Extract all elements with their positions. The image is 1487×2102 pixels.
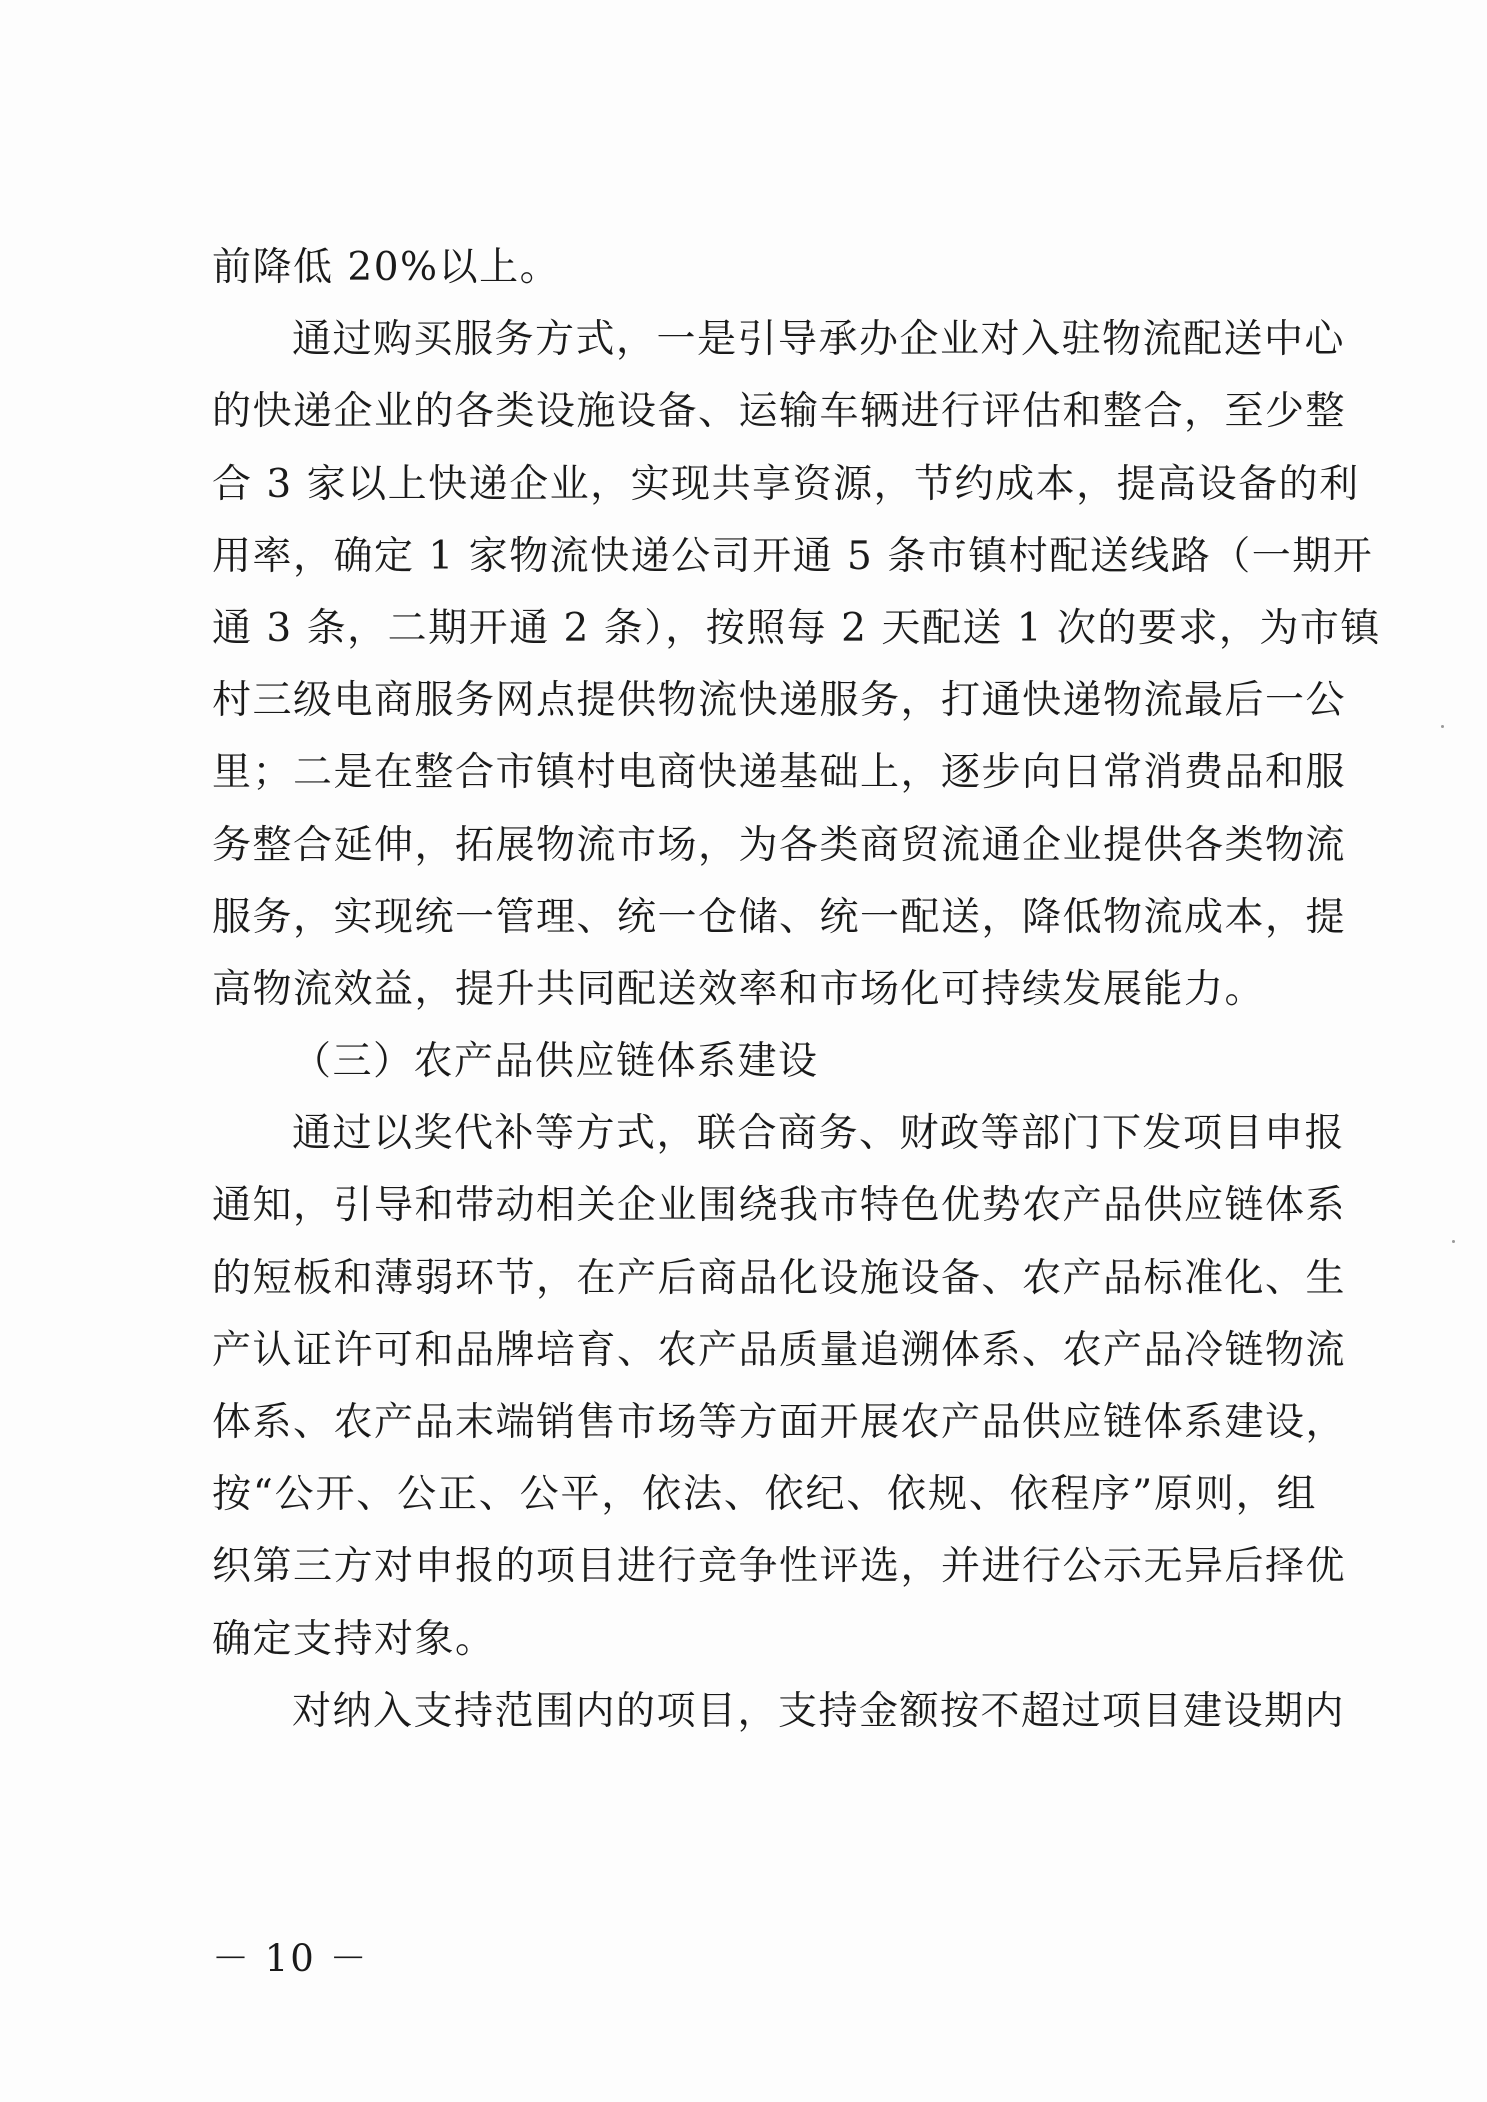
text-line-2: 通过购买服务方式，一是引导承办企业对入驻物流配送中心: [292, 317, 1346, 363]
text-line-17: 体系、农产品末端销售市场等方面开展农产品供应链体系建设，: [212, 1400, 1347, 1445]
page-number: － 10 －: [212, 1937, 369, 1980]
text-line-14: 通知，引导和带动相关企业围绕我市特色优势农产品供应链体系: [212, 1183, 1347, 1229]
text-line-5: 用率，确定 1 家物流快递公司开通 5 条市镇村配送线路（一期开: [212, 533, 1374, 579]
text-line-1: 前降低 20%以上。: [212, 245, 561, 290]
text-line-20: 确定支持对象。: [212, 1616, 496, 1662]
scan-speck: [1452, 1240, 1455, 1243]
text-line-19: 织第三方对申报的项目进行竞争性评选，并进行公示无异后择优: [212, 1544, 1347, 1590]
scan-speck: [1441, 725, 1444, 728]
section-heading: （三）农产品供应链体系建设: [292, 1039, 819, 1085]
text-line-10: 服务，实现统一管理、统一仓储、统一配送，降低物流成本，提: [212, 894, 1347, 940]
text-line-13: 通过以奖代补等方式，联合商务、财政等部门下发项目申报: [292, 1111, 1346, 1157]
document-body: [212, 232, 1381, 1748]
text-line-6: 通 3 条，二期开通 2 条），按照每 2 天配送 1 次的要求，为市镇: [212, 605, 1381, 651]
text-line-21: 对纳入支持范围内的项目，支持金额按不超过项目建设期内: [292, 1688, 1346, 1734]
text-line-9: 务整合延伸，拓展物流市场，为各类商贸流通企业提供各类物流: [212, 822, 1347, 868]
text-line-8: 里；二是在整合市镇村电商快递基础上，逐步向日常消费品和服: [212, 750, 1347, 796]
text-line-11: 高物流效益，提升共同配送效率和市场化可持续发展能力。: [212, 966, 1266, 1012]
text-line-7: 村三级电商服务网点提供物流快递服务，打通快递物流最后一公: [212, 678, 1347, 724]
text-line-15: 的短板和薄弱环节，在产后商品化设施设备、农产品标准化、生: [212, 1255, 1347, 1301]
text-line-3: 的快递企业的各类设施设备、运输车辆进行评估和整合，至少整: [212, 389, 1347, 435]
text-line-18: 按“公开、公正、公平，依法、依纪、依规、依程序”原则，组: [212, 1472, 1317, 1518]
text-line-4: 合 3 家以上快递企业，实现共享资源，节约成本，提高设备的利: [212, 461, 1360, 507]
text-line-16: 产认证许可和品牌培育、农产品质量追溯体系、农产品冷链物流: [212, 1327, 1347, 1373]
